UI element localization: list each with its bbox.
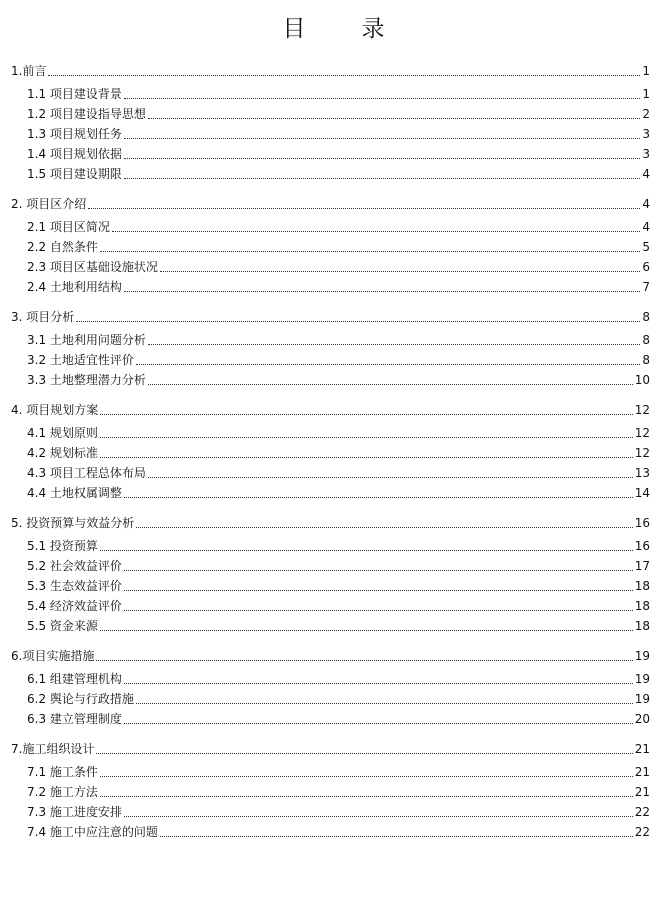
- dot-leader: [124, 178, 640, 179]
- chapter-spacer: [0, 726, 667, 736]
- toc-section-entry-page-number: 18: [634, 599, 650, 613]
- toc-chapter-entry-label: 4. 项目规划方案: [11, 403, 99, 417]
- toc-section-entry-label: 3.2 土地适宜性评价: [27, 353, 134, 367]
- toc-section-entry[interactable]: [0, 81, 667, 101]
- toc-chapter-entry-label: 7.施工组织设计: [11, 742, 95, 756]
- toc-section-entry-label: 7.1 施工条件: [27, 765, 98, 779]
- toc-section-entry[interactable]: [0, 141, 667, 161]
- toc-chapter: [0, 58, 667, 181]
- toc-section-entry-page-number: 18: [634, 579, 650, 593]
- chapter-spacer: [0, 181, 667, 191]
- toc-section-entry-label: 6.3 建立管理制度: [27, 712, 122, 726]
- dot-leader: [148, 118, 640, 119]
- toc-chapter-entry-page-number: 12: [634, 403, 650, 417]
- toc-section-entry-page-number: 7: [642, 280, 650, 294]
- toc-section-entry-label: 2.3 项目区基础设施状况: [27, 260, 158, 274]
- toc-section-entry[interactable]: [0, 553, 667, 573]
- toc-section-entry[interactable]: [0, 101, 667, 121]
- toc-section-entry-label: 5.3 生态效益评价: [27, 579, 122, 593]
- dot-leader: [96, 660, 632, 661]
- page-title: [0, 10, 667, 43]
- chapter-spacer: [0, 633, 667, 643]
- toc-section-entry[interactable]: [0, 121, 667, 141]
- toc-section-entry[interactable]: [0, 161, 667, 181]
- toc-section-entry-page-number: 17: [634, 559, 650, 573]
- toc-chapter-entry[interactable]: [0, 58, 667, 78]
- toc-section-entry[interactable]: [0, 533, 667, 553]
- dot-leader: [100, 630, 633, 631]
- toc-section-entry-page-number: 19: [634, 692, 650, 706]
- dot-leader: [100, 414, 632, 415]
- toc-chapter: [0, 500, 667, 633]
- toc-chapter-entry-label: 3. 项目分析: [11, 310, 75, 324]
- toc-section-entry[interactable]: [0, 799, 667, 819]
- toc-section-entry-label: 1.4 项目规划依据: [27, 147, 122, 161]
- dot-leader: [148, 384, 633, 385]
- toc-section-entry-label: 1.1 项目建设背景: [27, 87, 122, 101]
- toc-section-entry-page-number: 12: [634, 426, 650, 440]
- dot-leader: [136, 703, 633, 704]
- toc-section-entry-label: 7.3 施工进度安排: [27, 805, 122, 819]
- dot-leader: [96, 753, 632, 754]
- toc-section-entry[interactable]: [0, 706, 667, 726]
- toc-section-entry-label: 1.3 项目规划任务: [27, 127, 122, 141]
- dot-leader: [48, 75, 640, 76]
- toc-section-entry-label: 4.1 规划原则: [27, 426, 98, 440]
- toc-section-entry-label: 5.1 投资预算: [27, 539, 98, 553]
- toc-section-entry-page-number: 8: [642, 353, 650, 367]
- toc-section-entry-page-number: 22: [634, 825, 650, 839]
- toc-section-entry[interactable]: [0, 779, 667, 799]
- dot-leader: [160, 271, 640, 272]
- toc-chapter-entry-label: 1.前言: [11, 64, 47, 78]
- dot-leader: [88, 208, 640, 209]
- dot-leader: [124, 723, 633, 724]
- toc-section-entry-label: 4.4 土地权属调整: [27, 486, 122, 500]
- toc-section-entry-label: 7.2 施工方法: [27, 785, 98, 799]
- toc-section-entry-label: 4.3 项目工程总体布局: [27, 466, 146, 480]
- dot-leader: [124, 291, 640, 292]
- toc-section-entry[interactable]: [0, 347, 667, 367]
- chapter-spacer: [0, 500, 667, 510]
- toc-section-entry[interactable]: [0, 367, 667, 387]
- toc-section-entry[interactable]: [0, 686, 667, 706]
- toc-chapter-entry[interactable]: [0, 191, 667, 211]
- dot-leader: [100, 796, 633, 797]
- toc-section-entry-page-number: 21: [634, 785, 650, 799]
- table-of-contents: [0, 58, 667, 839]
- toc-chapter-entry-label: 5. 投资预算与效益分析: [11, 516, 135, 530]
- toc-section-entry-page-number: 4: [642, 167, 650, 181]
- toc-section-entry[interactable]: [0, 666, 667, 686]
- dot-leader: [100, 776, 633, 777]
- dot-leader: [148, 477, 633, 478]
- toc-section-entry-page-number: 14: [634, 486, 650, 500]
- dot-leader: [148, 344, 640, 345]
- toc-section-entry-page-number: 13: [634, 466, 650, 480]
- toc-chapter-entry[interactable]: [0, 643, 667, 663]
- toc-section-entry-label: 2.2 自然条件: [27, 240, 98, 254]
- toc-section-entry-page-number: 8: [642, 333, 650, 347]
- toc-section-entry-page-number: 10: [634, 373, 650, 387]
- toc-section-entry[interactable]: [0, 593, 667, 613]
- chapter-spacer: [0, 294, 667, 304]
- title-left-char: 目: [282, 16, 306, 42]
- toc-section-entry-page-number: 1: [642, 87, 650, 101]
- toc-section-entry[interactable]: [0, 573, 667, 593]
- toc-section-entry-label: 6.2 舆论与行政措施: [27, 692, 134, 706]
- toc-section-entry[interactable]: [0, 819, 667, 839]
- chapter-spacer: [0, 387, 667, 397]
- toc-section-entry-page-number: 4: [642, 220, 650, 234]
- toc-section-entry-label: 2.4 土地利用结构: [27, 280, 122, 294]
- toc-chapter-entry[interactable]: [0, 736, 667, 756]
- toc-section-entry-label: 5.4 经济效益评价: [27, 599, 122, 613]
- dot-leader: [100, 437, 633, 438]
- toc-chapter: [0, 633, 667, 726]
- toc-section-entry-label: 3.1 土地利用问题分析: [27, 333, 146, 347]
- toc-section-entry-page-number: 2: [642, 107, 650, 121]
- toc-section-entry-page-number: 21: [634, 765, 650, 779]
- toc-section-entry-page-number: 3: [642, 147, 650, 161]
- toc-section-entry-label: 7.4 施工中应注意的问题: [27, 825, 158, 839]
- dot-leader: [112, 231, 640, 232]
- toc-section-entry[interactable]: [0, 420, 667, 440]
- toc-section-entry[interactable]: [0, 613, 667, 633]
- toc-section-entry[interactable]: [0, 440, 667, 460]
- toc-section-entry[interactable]: [0, 759, 667, 779]
- dot-leader: [100, 457, 633, 458]
- toc-chapter-entry-label: 2. 项目区介绍: [11, 197, 87, 211]
- toc-section-entry[interactable]: [0, 214, 667, 234]
- dot-leader: [124, 158, 640, 159]
- toc-section-entry-page-number: 22: [634, 805, 650, 819]
- toc-section-entry-label: 3.3 土地整理潜力分析: [27, 373, 146, 387]
- toc-section-entry[interactable]: [0, 234, 667, 254]
- toc-chapter-entry-page-number: 21: [634, 742, 650, 756]
- toc-section-entry-page-number: 20: [634, 712, 650, 726]
- dot-leader: [136, 364, 640, 365]
- toc-section-entry[interactable]: [0, 274, 667, 294]
- toc-chapter-entry[interactable]: [0, 510, 667, 530]
- toc-section-entry[interactable]: [0, 460, 667, 480]
- dot-leader: [124, 816, 633, 817]
- toc-section-entry-page-number: 18: [634, 619, 650, 633]
- toc-section-entry-label: 5.5 资金来源: [27, 619, 98, 633]
- title-right-char: 录: [361, 16, 385, 42]
- toc-section-entry-label: 2.1 项目区简况: [27, 220, 110, 234]
- dot-leader: [124, 590, 633, 591]
- dot-leader: [124, 497, 633, 498]
- toc-section-entry-page-number: 6: [642, 260, 650, 274]
- toc-section-entry[interactable]: [0, 480, 667, 500]
- toc-chapter-entry[interactable]: [0, 304, 667, 324]
- toc-chapter-entry-page-number: 4: [642, 197, 650, 211]
- dot-leader: [124, 610, 633, 611]
- dot-leader: [160, 836, 633, 837]
- dot-leader: [124, 98, 640, 99]
- toc-section-entry-label: 4.2 规划标准: [27, 446, 98, 460]
- toc-chapter: [0, 294, 667, 387]
- toc-section-entry-label: 6.1 组建管理机构: [27, 672, 122, 686]
- toc-section-entry-page-number: 3: [642, 127, 650, 141]
- dot-leader: [100, 550, 633, 551]
- dot-leader: [136, 527, 632, 528]
- toc-section-entry-label: 5.2 社会效益评价: [27, 559, 122, 573]
- toc-section-entry-label: 1.5 项目建设期限: [27, 167, 122, 181]
- toc-section-entry-page-number: 12: [634, 446, 650, 460]
- dot-leader: [124, 683, 633, 684]
- dot-leader: [124, 138, 640, 139]
- toc-section-entry[interactable]: [0, 327, 667, 347]
- dot-leader: [76, 321, 640, 322]
- toc-chapter-entry-page-number: 8: [642, 310, 650, 324]
- toc-chapter-entry-page-number: 19: [634, 649, 650, 663]
- toc-chapter: [0, 387, 667, 500]
- toc-chapter-entry-page-number: 16: [634, 516, 650, 530]
- toc-chapter-entry-page-number: 1: [642, 64, 650, 78]
- toc-chapter: [0, 726, 667, 839]
- toc-section-entry[interactable]: [0, 254, 667, 274]
- toc-chapter-entry-label: 6.项目实施措施: [11, 649, 95, 663]
- dot-leader: [100, 251, 640, 252]
- dot-leader: [124, 570, 633, 571]
- toc-section-entry-page-number: 5: [642, 240, 650, 254]
- toc-chapter-entry[interactable]: [0, 397, 667, 417]
- toc-section-entry-label: 1.2 项目建设指导思想: [27, 107, 146, 121]
- toc-section-entry-page-number: 16: [634, 539, 650, 553]
- toc-chapter: [0, 181, 667, 294]
- toc-section-entry-page-number: 19: [634, 672, 650, 686]
